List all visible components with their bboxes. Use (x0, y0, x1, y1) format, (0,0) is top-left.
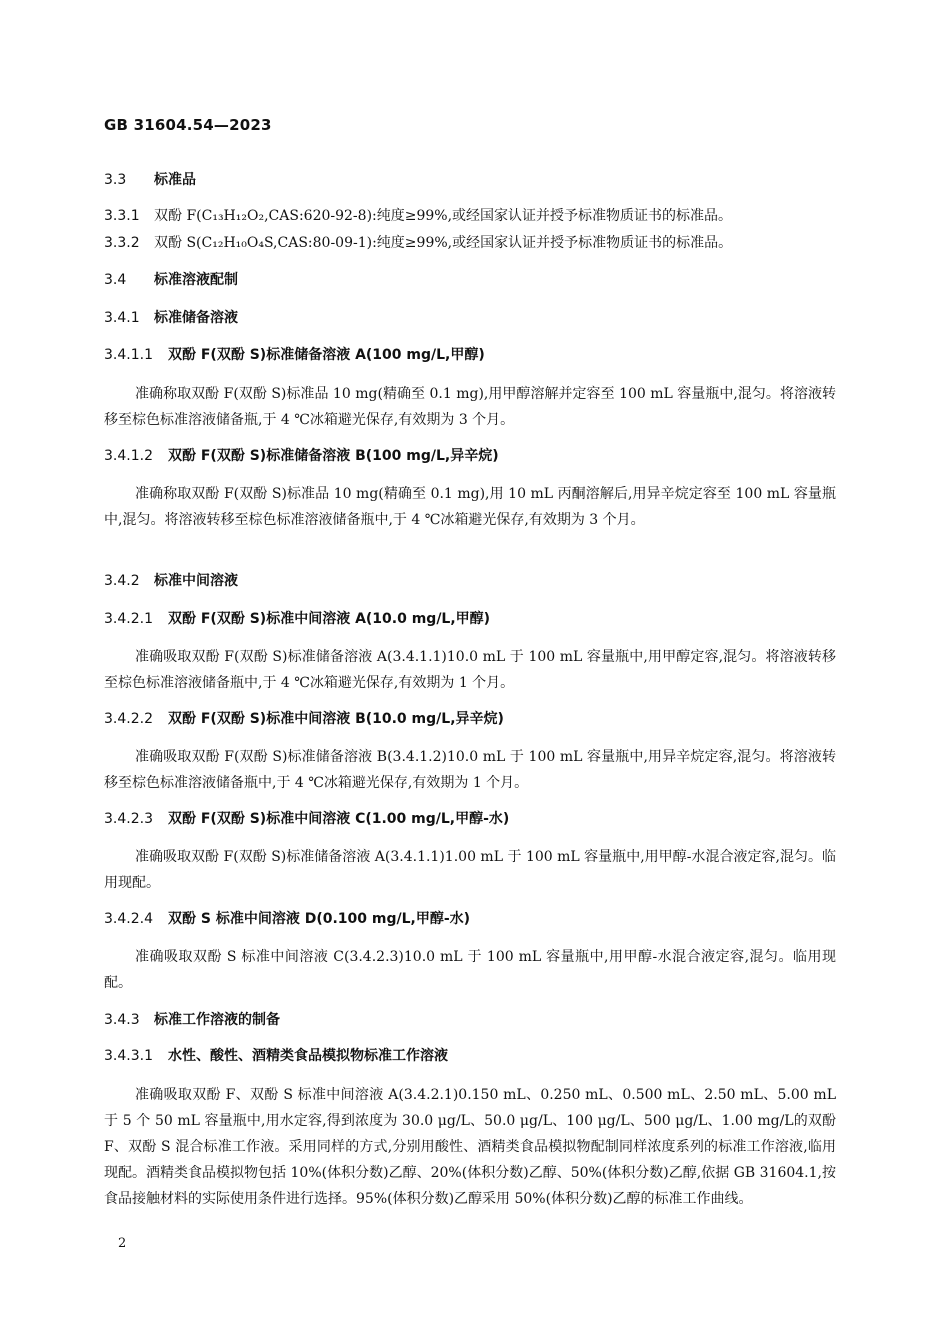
section-number: 3.4.3 (104, 1012, 140, 1028)
section-3-3-2-item (104, 233, 732, 253)
section-3-4-2-2-heading (104, 709, 504, 729)
section-3-4-2-4-heading (104, 909, 470, 929)
section-title: 标准工作溶液的制备 (154, 1012, 280, 1028)
section-number: 3.4.1 (104, 310, 140, 326)
section-number: 3.3 (104, 172, 127, 188)
section-title: 双酚 F(双酚 S)标准中间溶液 A(10.0 mg/L,甲醇) (168, 611, 491, 627)
section-number: 3.4.2 (104, 573, 140, 589)
page-number: 2 (118, 1236, 127, 1251)
section-number: 3.4.2.2 (104, 711, 153, 727)
section-3-4-2-3-paragraph: 准确吸取双酚 F(双酚 S)标准储备溶液 A(3.4.1.1)1.00 mL 于 100 mL 容量瓶中,用甲醇-水混合液定容,混匀。临用现配。 (104, 849, 836, 891)
section-number: 3.4 (104, 272, 127, 288)
section-number: 3.4.1.2 (104, 448, 153, 464)
section-title: 标准中间溶液 (154, 573, 238, 589)
section-number: 3.3.2 (104, 235, 140, 251)
section-title: 双酚 F(双酚 S)标准储备溶液 B(100 mg/L,异辛烷) (168, 448, 499, 464)
section-number: 3.4.2.1 (104, 611, 153, 627)
section-3-4-1-1-heading (104, 345, 485, 365)
section-number: 3.4.1.1 (104, 347, 153, 363)
section-3-4-3-1-heading (104, 1046, 448, 1066)
section-text: 双酚 F(C₁₃H₁₂O₂,CAS:620-92-8):纯度≥99%,或经国家认证并授予标准物质证书的标准品。 (154, 208, 733, 224)
section-3-3-1-item (104, 206, 732, 226)
section-3-4-2-4-paragraph: 准确吸取双酚 S 标准中间溶液 C(3.4.2.3)10.0 mL 于 100 mL 容量瓶中,用甲醇-水混合液定容,混匀。临用现配。 (104, 949, 836, 991)
section-text: 双酚 S(C₁₂H₁₀O₄S,CAS:80-09-1):纯度≥99%,或经国家认证并授予标准物质证书的标准品。 (154, 235, 733, 251)
section-3-4-1-1-paragraph: 准确称取双酚 F(双酚 S)标准品 10 mg(精确至 0.1 mg),用甲醇溶解并定容至 100 mL 容量瓶中,混匀。将溶液转移至棕色标准溶液储备瓶,于 4 ℃冰箱避光保存,有效期为 3 个月。 (104, 386, 836, 428)
section-title: 标准溶液配制 (154, 272, 238, 288)
section-title: 双酚 S 标准中间溶液 D(0.100 mg/L,甲醇-水) (168, 911, 471, 927)
section-number: 3.3.1 (104, 208, 140, 224)
section-title: 双酚 F(双酚 S)标准储备溶液 A(100 mg/L,甲醇) (168, 347, 485, 363)
section-3-3-heading (104, 170, 196, 190)
section-title: 标准储备溶液 (154, 310, 238, 326)
section-3-4-2-1-heading (104, 609, 490, 629)
section-3-4-1-2-paragraph: 准确称取双酚 F(双酚 S)标准品 10 mg(精确至 0.1 mg),用 10 mL 丙酮溶解后,用异辛烷定容至 100 mL 容量瓶中,混匀。将溶液转移至棕色标准溶液储备瓶中,于 4 ℃冰箱避光保存,有效期为 3 个月。 (104, 486, 836, 528)
section-title: 双酚 F(双酚 S)标准中间溶液 B(10.0 mg/L,异辛烷) (168, 711, 504, 727)
section-number: 3.4.3.1 (104, 1048, 153, 1064)
section-3-4-2-2-paragraph: 准确吸取双酚 F(双酚 S)标准储备溶液 B(3.4.1.2)10.0 mL 于 100 mL 容量瓶中,用异辛烷定容,混匀。将溶液转移至棕色标准溶液储备瓶中,于 4 ℃冰箱避光保存,有效期为 1 个月。 (104, 749, 836, 791)
section-number: 3.4.2.4 (104, 911, 153, 927)
standard-code-header: GB 31604.54—2023 (104, 116, 272, 134)
section-3-4-3-1-paragraph: 准确吸取双酚 F、双酚 S 标准中间溶液 A(3.4.2.1)0.150 mL、0.250 mL、0.500 mL、2.50 mL、5.00 mL于 5 个 50 mL 容量瓶中,用水定容,得到浓度为 30.0 μg/L、50.0 μg/L、100 μg/L、500 μg/L、1.00 mg/L的双酚 F、双酚 S 混合标准工作液。采用同样的方式,分别用酸性、酒精类食品模拟物配制同样浓度系列的标准工作溶液,临用现配。酒精类食品模拟物包括 10%(体积分数)乙醇、20%(体积分数)乙醇、50%(体积分数)乙醇,依据 GB 31604.1,按食品接触材料的实际使用条件进行选择。95%(体积分数)乙醇采用 50%(体积分数)乙醇的标准工作曲线。 (104, 1087, 836, 1207)
section-3-4-1-2-heading (104, 446, 499, 466)
section-3-4-1-heading (104, 308, 238, 328)
section-3-4-2-heading (104, 571, 238, 591)
section-number: 3.4.2.3 (104, 811, 153, 827)
section-title: 标准品 (154, 172, 196, 188)
section-title: 双酚 F(双酚 S)标准中间溶液 C(1.00 mg/L,甲醇-水) (168, 811, 510, 827)
section-3-4-2-1-paragraph: 准确吸取双酚 F(双酚 S)标准储备溶液 A(3.4.1.1)10.0 mL 于 100 mL 容量瓶中,用甲醇定容,混匀。将溶液转移至棕色标准溶液储备瓶中,于 4 ℃冰箱避光保存,有效期为 1 个月。 (104, 649, 836, 691)
section-3-4-2-3-heading (104, 809, 509, 829)
section-title: 水性、酸性、酒精类食品模拟物标准工作溶液 (168, 1048, 448, 1064)
section-3-4-heading (104, 270, 238, 290)
section-3-4-3-heading (104, 1010, 280, 1030)
